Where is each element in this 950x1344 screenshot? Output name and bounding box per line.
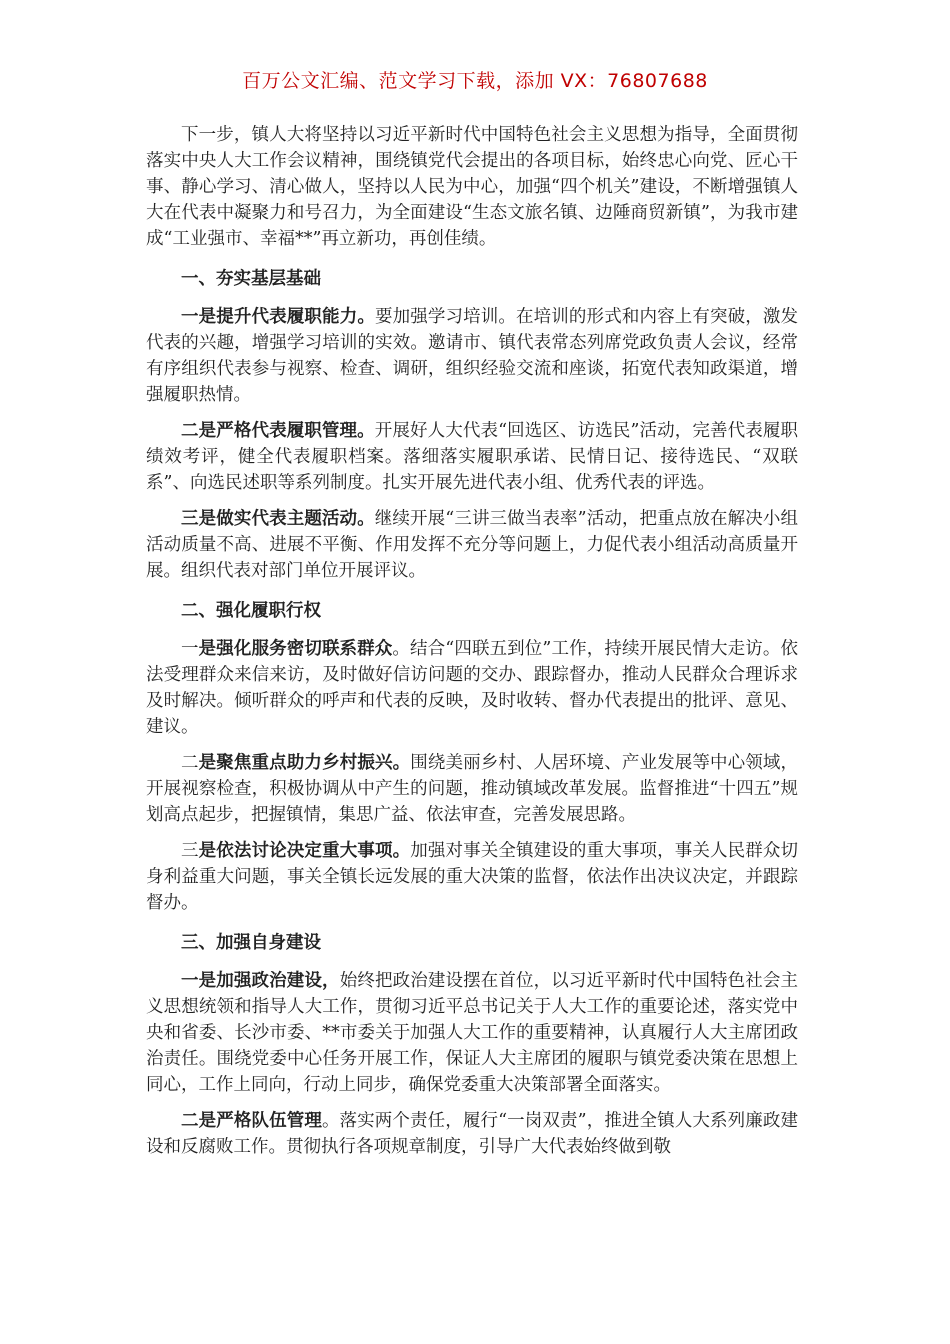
- paragraph-lead: 一是加强政治建设，: [181, 971, 340, 991]
- paragraph-prefix: 二: [181, 753, 199, 773]
- paragraph-3-2: [146, 1108, 798, 1160]
- section-heading-1: 一、夯实基层基础: [181, 269, 321, 289]
- paragraph-text: 加强对事关全镇建设的重大事项，事关人民群众切身利益重大问题，事关全镇长远发展的重大决策的监督，依法作出决议决定，并跟踪督办。: [146, 841, 799, 913]
- paragraph-1-1: [146, 304, 798, 408]
- section-heading-3: 三、加强自身建设: [181, 933, 321, 953]
- paragraph-text: 要加强学习培训。在培训的形式和内容上有突破，激发代表的兴趣，增强学习培训的实效。邀请市、镇代表常态列席党政负责人会议，经常有序组织代表参与视察、检查、调研，组织经验交流和座谈，拓宽代表知政渠道，增强履职热情。: [146, 307, 799, 405]
- paragraph-text: 。结合“四联五到位”工作，持续开展民情大走访。依法受理群众来信来访，及时做好信访问题的交办、跟踪督办，推动人民群众合理诉求及时解决。倾听群众的呼声和代表的反映，及时收转、督办代表提出的批评、意见、建议。: [146, 639, 799, 737]
- document-header: 百万公文汇编、范文学习下载，添加 VX：76807688: [242, 70, 708, 92]
- paragraph-3-1: [146, 968, 798, 1098]
- paragraph-text: 开展好人大代表“回选区、访选民”活动，完善代表履职绩效考评，健全代表履职档案。落细落实履职承诺、民情日记、接待选民、“双联系”、向选民述职等系列制度。扎实开展先进代表小组、优秀代表的评选。: [146, 421, 798, 493]
- paragraph-text: 。落实两个责任，履行“一岗双责”，推进全镇人大系列廉政建设和反腐败工作。贯彻执行各项规章制度，引导广大代表始终做到敬: [146, 1111, 798, 1157]
- paragraph-2-3: [146, 838, 798, 916]
- paragraph-lead: 二是严格代表履职管理。: [181, 421, 375, 441]
- paragraph-text: 继续开展“三讲三做当表率”活动，把重点放在解决小组活动质量不高、进展不平衡、作用发挥不充分等问题上，力促代表小组活动高质量开展。组织代表对部门单位开展评议。: [146, 509, 798, 581]
- paragraph-2-2: [146, 750, 798, 828]
- paragraph-1-2: [146, 418, 798, 496]
- paragraph-2-1: [146, 636, 798, 740]
- paragraph-lead: 是依法讨论决定重大事项。: [198, 841, 411, 861]
- paragraph-text: 围绕美丽乡村、人居环境、产业发展等中心领域，开展视察检查，积极协调从中产生的问题，推动镇域改革发展。监督推进“十四五”规划高点起步，把握镇情，集思广益、依法审查，完善发展思路。: [146, 753, 799, 825]
- paragraph-lead: 是强化服务密切联系群众: [198, 639, 393, 659]
- document-body: [146, 122, 798, 1170]
- paragraph-lead: 三是做实代表主题活动。: [181, 509, 375, 529]
- paragraph-lead: 二是严格队伍管理: [181, 1111, 322, 1131]
- paragraph-prefix: 一: [181, 639, 199, 659]
- section-heading-2: 二、强化履职行权: [181, 601, 321, 621]
- paragraph-prefix: 三: [181, 841, 199, 861]
- paragraph-1-3: [146, 506, 798, 584]
- paragraph-text: 始终把政治建设摆在首位，以习近平新时代中国特色社会主义思想统领和指导人大工作，贯彻习近平总书记关于人大工作的重要论述，落实党中央和省委、长沙市委、**市委关于加强人大工作的重要精神，认真履行人大主席团政治责任。围绕党委中心任务开展工作，保证人大主席团的履职与镇党委决策在思想上同心，工作上同向，行动上同步，确保党委重大决策部署全面落实。: [146, 971, 799, 1095]
- intro-paragraph: 下一步，镇人大将坚持以习近平新时代中国特色社会主义思想为指导，全面贯彻落实中央人大工作会议精神，围绕镇党代会提出的各项目标，始终忠心向党、匠心干事、静心学习、清心做人，坚持以人民为中心，加强“四个机关”建设，不断增强镇人大在代表中凝聚力和号召力，为全面建设“生态文旅名镇、边陲商贸新镇”，为我市建成“工业强市、幸福**”再立新功，再创佳绩。: [146, 125, 798, 249]
- paragraph-lead: 是聚焦重点助力乡村振兴。: [198, 753, 411, 773]
- paragraph-lead: 一是提升代表履职能力。: [181, 307, 375, 327]
